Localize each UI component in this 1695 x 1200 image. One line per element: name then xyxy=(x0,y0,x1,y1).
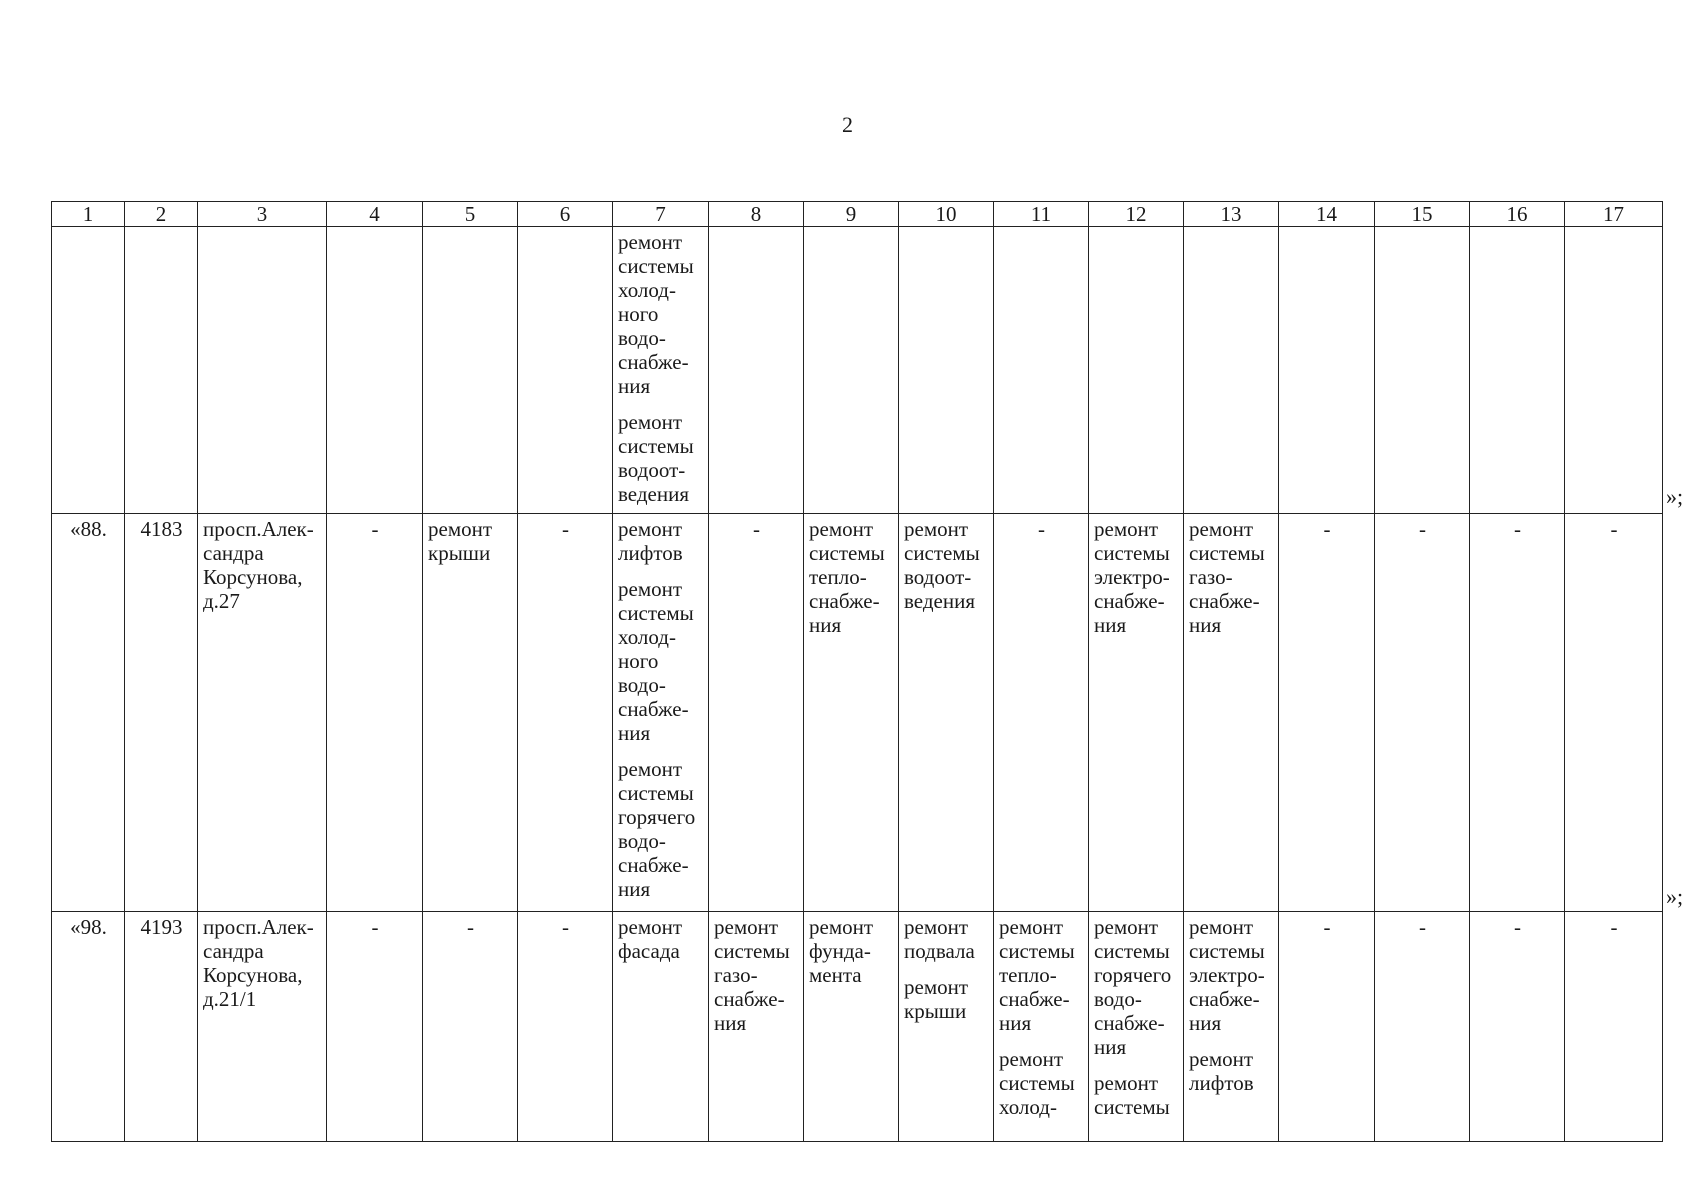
table-cell-col-12 xyxy=(1089,514,1184,912)
column-number-16: 16 xyxy=(1470,202,1565,227)
table-cell-col-9 xyxy=(804,227,899,514)
table-cell-col-3 xyxy=(198,514,327,912)
cell-entry: ремонт лифтов xyxy=(618,517,683,565)
table-cell-col-11 xyxy=(994,912,1089,1142)
cell-entry: ремонт системы холод- ного водо- снабже- ния xyxy=(618,230,694,398)
table-cell-col-8 xyxy=(709,227,804,514)
table-cell-col-6 xyxy=(518,514,613,912)
table-cell-col-10 xyxy=(899,514,994,912)
column-number-3: 3 xyxy=(198,202,327,227)
column-number-6: 6 xyxy=(518,202,613,227)
cell-entry: ремонт системы газо- снабже- ния xyxy=(714,915,790,1035)
cell-entry: ремонт фунда- мента xyxy=(809,915,874,987)
table-cell-col-17 xyxy=(1565,514,1663,912)
cell-entry: - xyxy=(371,915,379,939)
cell-entry: ремонт системы тепло- снабже- ния xyxy=(999,915,1075,1035)
table-cell-col-1 xyxy=(52,514,125,912)
cell-entry: - xyxy=(467,915,474,939)
column-number-11: 11 xyxy=(994,202,1089,227)
cell-entry: 4183 xyxy=(140,517,183,541)
closing-quote-mark: »; xyxy=(1666,484,1684,509)
cell-entry: ремонт крыши xyxy=(904,975,969,1023)
table-cell-col-14 xyxy=(1279,912,1375,1142)
table-cell-col-14 xyxy=(1279,227,1375,514)
cell-entry: ремонт подвала xyxy=(904,915,975,963)
cell-entry: ремонт системы xyxy=(1094,1071,1170,1119)
cell-entry: - xyxy=(753,517,760,541)
table-cell-col-15 xyxy=(1375,227,1470,514)
table-cell-col-9 xyxy=(804,514,899,912)
table-cell-col-6 xyxy=(518,227,613,514)
repair-schedule-table xyxy=(51,201,1663,1142)
table-cell-col-7 xyxy=(613,912,709,1142)
column-number-row xyxy=(52,202,1663,227)
cell-entry: ремонт системы водоот- ведения xyxy=(618,410,694,506)
cell-entry: - xyxy=(1038,517,1045,541)
table-cell-col-1 xyxy=(52,912,125,1142)
table-cell-col-12 xyxy=(1089,227,1184,514)
closing-quote-mark: »; xyxy=(1666,884,1684,909)
cell-entry: - xyxy=(1610,915,1618,939)
column-number-14: 14 xyxy=(1279,202,1375,227)
cell-entry: ремонт фасада xyxy=(618,915,683,963)
table-cell-col-16 xyxy=(1470,912,1565,1142)
column-number-2: 2 xyxy=(125,202,198,227)
cell-entry: ремонт системы водоот- ведения xyxy=(904,517,980,613)
table-cell-col-11 xyxy=(994,227,1089,514)
table-cell-col-16 xyxy=(1470,227,1565,514)
cell-entry: - xyxy=(562,517,569,541)
table-cell-col-15 xyxy=(1375,912,1470,1142)
cell-entry: - xyxy=(1514,517,1521,541)
table-cell-col-5 xyxy=(423,227,518,514)
column-number-15: 15 xyxy=(1375,202,1470,227)
table-cell-col-10 xyxy=(899,227,994,514)
cell-entry: - xyxy=(1419,517,1426,541)
table-cell-col-13 xyxy=(1184,912,1279,1142)
cell-entry: - xyxy=(1419,915,1426,939)
table-cell-col-15 xyxy=(1375,514,1470,912)
table-cell-col-2 xyxy=(125,227,198,514)
page-number: 2 xyxy=(842,112,853,137)
column-number-1: 1 xyxy=(52,202,125,227)
cell-entry: ремонт системы газо- снабже- ния xyxy=(1189,517,1265,637)
cell-entry: - xyxy=(562,915,569,939)
cell-entry: - xyxy=(1514,915,1521,939)
cell-entry: просп.Алек- сандра Корсунова, д.21/1 xyxy=(203,915,314,1011)
cell-entry: ремонт системы электро- снабже- ния xyxy=(1189,915,1265,1035)
table-cell-col-17 xyxy=(1565,227,1663,514)
table-cell-col-10 xyxy=(899,912,994,1142)
table-cell-col-5 xyxy=(423,514,518,912)
table-cell-col-8 xyxy=(709,514,804,912)
table-cell-col-7 xyxy=(613,514,709,912)
table-cell-col-11 xyxy=(994,514,1089,912)
table-cell-col-2 xyxy=(125,514,198,912)
table-cell-col-9 xyxy=(804,912,899,1142)
table-row xyxy=(52,912,1663,1142)
cell-entry: - xyxy=(1323,915,1331,939)
table-cell-col-2 xyxy=(125,912,198,1142)
column-number-9: 9 xyxy=(804,202,899,227)
table-cell-col-14 xyxy=(1279,514,1375,912)
cell-entry: «98. xyxy=(70,915,107,939)
table-cell-col-4 xyxy=(327,912,423,1142)
cell-entry: ремонт системы электро- снабже- ния xyxy=(1094,517,1170,637)
column-number-4: 4 xyxy=(327,202,423,227)
table-cell-col-5 xyxy=(423,912,518,1142)
cell-entry: - xyxy=(371,517,379,541)
cell-entry: - xyxy=(1610,517,1618,541)
table-cell-col-12 xyxy=(1089,912,1184,1142)
table-cell-col-3 xyxy=(198,227,327,514)
table-cell-col-13 xyxy=(1184,227,1279,514)
cell-entry: ремонт системы горячего водо- снабже- ния xyxy=(1094,915,1172,1059)
table-row xyxy=(52,227,1663,514)
column-number-17: 17 xyxy=(1565,202,1663,227)
cell-entry: ремонт крыши xyxy=(428,517,493,565)
cell-entry: просп.Алек- сандра Корсунова, д.27 xyxy=(203,517,314,613)
table-cell-col-8 xyxy=(709,912,804,1142)
table-cell-col-1 xyxy=(52,227,125,514)
table-row xyxy=(52,514,1663,912)
column-number-13: 13 xyxy=(1184,202,1279,227)
column-number-10: 10 xyxy=(899,202,994,227)
cell-entry: 4193 xyxy=(140,915,183,939)
column-number-8: 8 xyxy=(709,202,804,227)
cell-entry: ремонт системы холод- ного водо- снабже- ния xyxy=(618,577,694,745)
column-number-12: 12 xyxy=(1089,202,1184,227)
table-cell-col-17 xyxy=(1565,912,1663,1142)
cell-entry: «88. xyxy=(70,517,107,541)
cell-entry: ремонт лифтов xyxy=(1189,1047,1254,1095)
table-cell-col-4 xyxy=(327,227,423,514)
table-cell-col-3 xyxy=(198,912,327,1142)
cell-entry: ремонт системы тепло- снабже- ния xyxy=(809,517,885,637)
table-cell-col-16 xyxy=(1470,514,1565,912)
table-cell-col-6 xyxy=(518,912,613,1142)
cell-entry: - xyxy=(1323,517,1331,541)
cell-entry: ремонт системы горячего водо- снабже- ния xyxy=(618,757,696,901)
column-number-5: 5 xyxy=(423,202,518,227)
column-number-7: 7 xyxy=(613,202,709,227)
table-cell-col-4 xyxy=(327,514,423,912)
cell-entry: ремонт системы холод- xyxy=(999,1047,1075,1119)
table-cell-col-13 xyxy=(1184,514,1279,912)
table-cell-col-7 xyxy=(613,227,709,514)
